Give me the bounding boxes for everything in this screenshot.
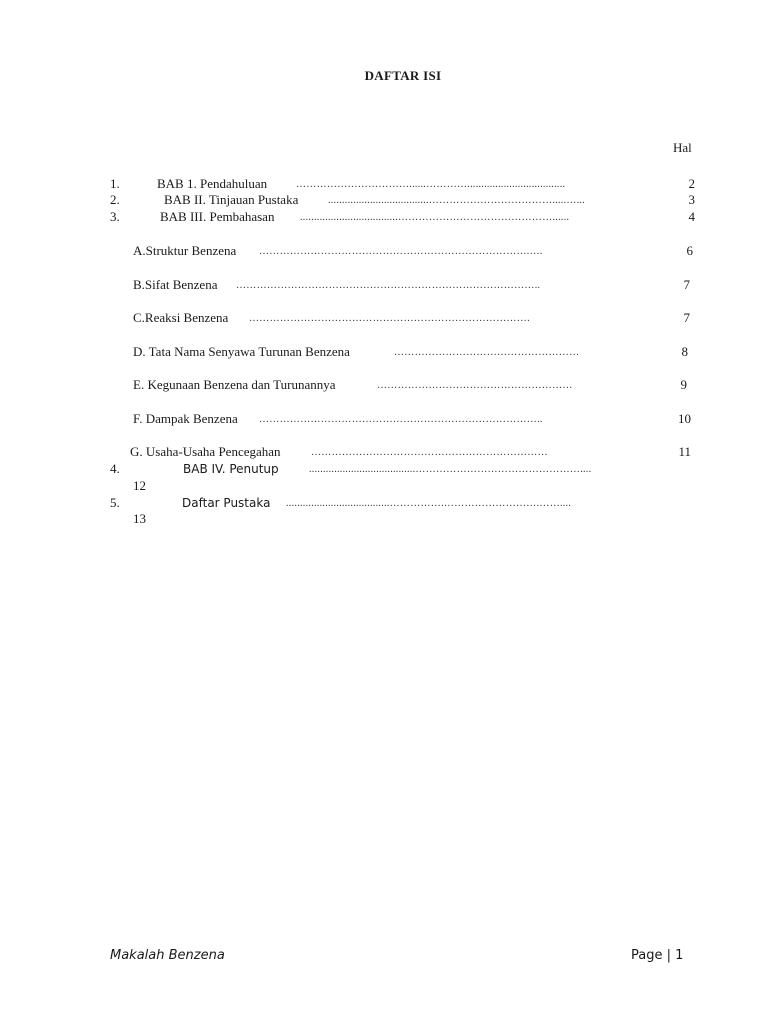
toc-entry-page: 2 <box>688 176 695 191</box>
toc-entry-page: 13 <box>133 511 146 526</box>
toc-entry-number: 4. <box>110 461 120 476</box>
toc-entry-leader: ...................................………………………………………...... <box>300 212 570 223</box>
toc-subentry-leader: …………………………………………………………………….…. <box>259 246 543 257</box>
toc-subentry-leader: …………………………………………………………… <box>311 447 548 458</box>
toc-entry-number: 2. <box>110 192 120 207</box>
toc-entry <box>0 495 768 511</box>
toc-entry-number: 5. <box>110 495 120 510</box>
toc-entry-leader: .....................................…………….……………………….…….... <box>286 498 572 509</box>
toc-subentry <box>0 444 768 460</box>
page-title: DAFTAR ISI <box>364 68 442 83</box>
toc-entry-label: BAB 1. Pendahuluan <box>157 176 268 191</box>
toc-entry-label: BAB IV. Penutup <box>183 462 279 476</box>
toc-entry-leader: ....................................……………………………….....…... <box>328 195 586 206</box>
toc-subentry-leader: ……………………………………………………………………….. <box>259 414 543 425</box>
toc-entry-page: 4 <box>688 209 695 224</box>
toc-subentry-page: 11 <box>678 444 691 459</box>
toc-subentry <box>0 243 768 259</box>
toc-entry <box>0 176 768 192</box>
toc-subentry-page: 10 <box>678 411 691 426</box>
toc-entry <box>0 461 768 477</box>
toc-subentry-label: G. Usaha-Usaha Pencegahan <box>130 444 281 459</box>
toc-subentry-leader: ……………………………………………… <box>394 347 580 358</box>
footer-document-name: Makalah Benzena <box>110 948 225 963</box>
toc-subentry-page: 8 <box>681 344 688 359</box>
toc-entry-label: BAB II. Tinjauan Pustaka <box>164 192 299 207</box>
toc-subentry <box>0 377 768 393</box>
toc-subentry-leader: ………………………………………………… <box>377 380 573 391</box>
toc-subentry <box>0 411 768 427</box>
toc-subentry-label: A.Struktur Benzena <box>133 243 237 258</box>
toc-subentry-page: 6 <box>686 243 693 258</box>
toc-subentry-label: E. Kegunaan Benzena dan Turunannya <box>133 377 336 392</box>
toc-entry-label: BAB III. Pembahasan <box>160 209 275 224</box>
toc-entry-leader: ……………………………......…………................................... <box>296 179 566 190</box>
toc-entry-page: 3 <box>688 192 695 207</box>
toc-subentry-label: F. Dampak Benzena <box>133 411 238 426</box>
toc-subentry-label: B.Sifat Benzena <box>133 277 218 292</box>
toc-entry-page: 12 <box>133 478 146 493</box>
toc-entry <box>0 192 768 208</box>
toc-subentry-page: 7 <box>683 310 690 325</box>
toc-subentry-page: 7 <box>683 277 690 292</box>
toc-subentry <box>0 344 768 360</box>
toc-entry-leader: ......................................………………………………………….... <box>309 464 592 475</box>
toc-entry-label: Daftar Pustaka <box>182 496 271 510</box>
toc-entry-number: 3. <box>110 209 120 224</box>
toc-subentry-page: 9 <box>680 377 687 392</box>
toc-subentry-leader: ………………………………………………………………………. <box>249 313 530 324</box>
toc-subentry <box>0 310 768 326</box>
toc-subentry-label: C.Reaksi Benzena <box>133 310 229 325</box>
toc-subentry-leader: …………………………………………………………………………….. <box>236 280 541 291</box>
toc-subentry-label: D. Tata Nama Senyawa Turunan Benzena <box>133 344 350 359</box>
page-column-label: Hal <box>673 140 692 155</box>
toc-entry-number: 1. <box>110 176 120 191</box>
toc-subentry <box>0 277 768 293</box>
toc-entry <box>0 209 768 225</box>
footer-page-number: Page | 1 <box>631 948 684 963</box>
